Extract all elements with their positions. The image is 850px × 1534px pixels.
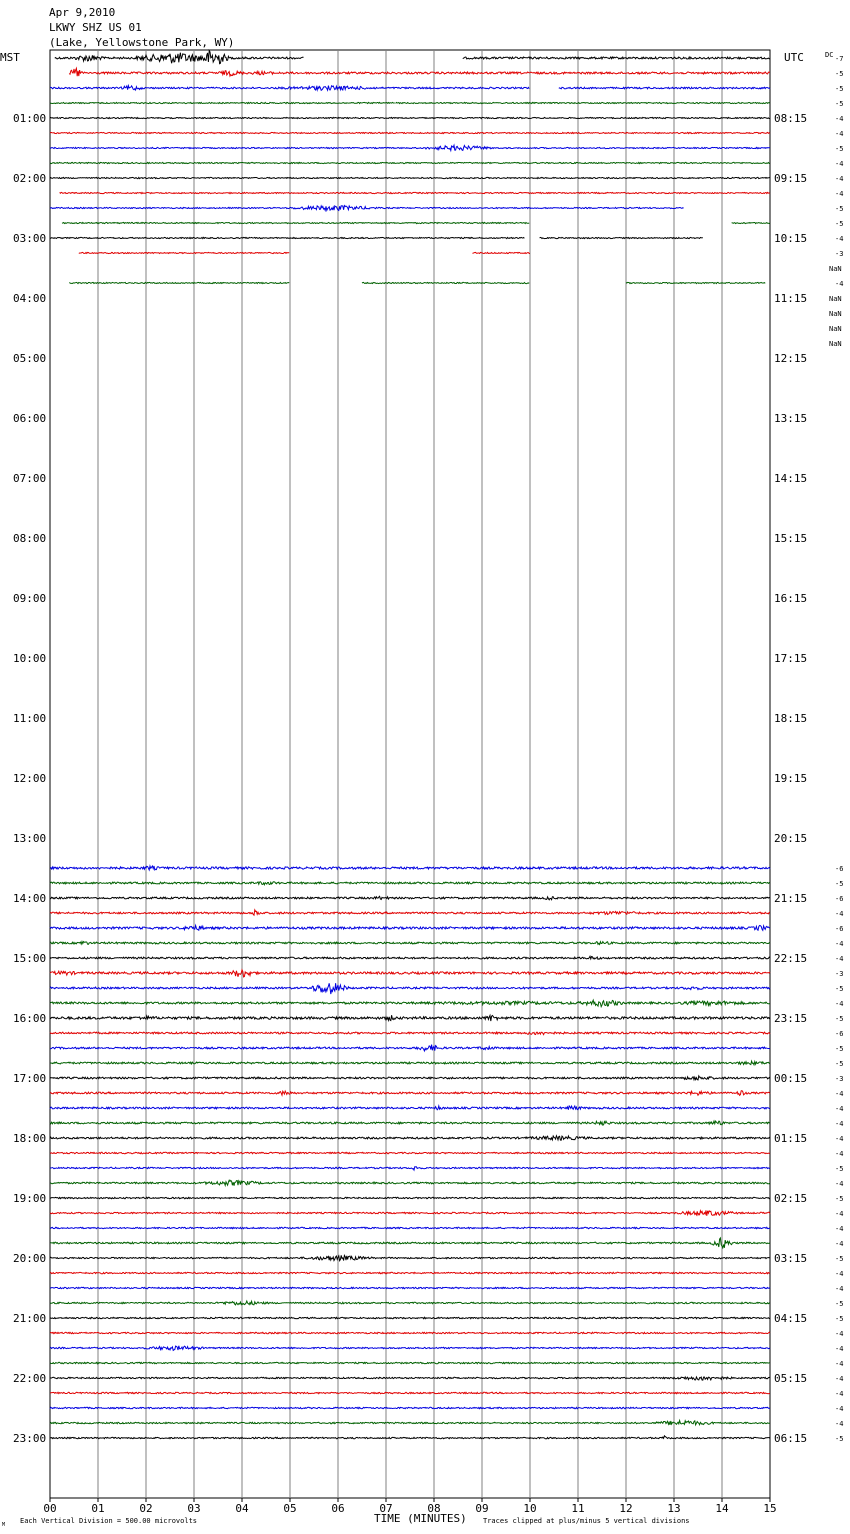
trace-row-68 [50, 1076, 770, 1080]
x-tick-label: 06 [331, 1502, 345, 1515]
x-tick-label: 13 [667, 1502, 681, 1515]
dc-offset-label: -6 [835, 865, 844, 873]
hour-label-mst: 05:00 [13, 352, 47, 365]
dc-offset-label: -6 [835, 895, 844, 903]
hour-label-mst: 12:00 [13, 772, 47, 785]
hour-label-utc: 05:15 [774, 1372, 808, 1385]
trace-row-4 [50, 117, 770, 118]
trace-row-75 [50, 1180, 770, 1186]
dc-offset-label: -6 [835, 1030, 844, 1038]
dc-offset-label: NaN [829, 310, 842, 318]
trace-row-83 [50, 1301, 770, 1305]
hour-label-utc: 19:15 [774, 772, 808, 785]
hour-labels-right [774, 112, 807, 1445]
trace-row-1 [69, 68, 770, 76]
hour-label-mst: 22:00 [13, 1372, 47, 1385]
trace-row-74 [50, 1167, 770, 1170]
dc-offset-label: NaN [829, 295, 842, 303]
dc-offset-label: -5 [835, 880, 844, 888]
footer-clip-note: Traces clipped at plus/minus 5 vertical divisions [483, 1517, 690, 1525]
trace-row-78 [50, 1227, 770, 1228]
x-tick-label: 15 [763, 1502, 777, 1515]
dc-offset-label: -4 [835, 1105, 844, 1113]
hour-label-mst: 13:00 [13, 832, 47, 845]
hour-label-mst: 16:00 [13, 1012, 47, 1025]
dc-offset-label: -5 [835, 1255, 844, 1263]
left-timezone-label: MST [0, 51, 20, 64]
x-tick-label: 05 [283, 1502, 297, 1515]
dc-offset-label: -4 [835, 1330, 844, 1338]
hour-label-mst: 18:00 [13, 1132, 47, 1145]
trace-row-64 [50, 1015, 770, 1021]
dc-offset-label: -4 [835, 940, 844, 948]
dc-offset-label: -4 [835, 955, 844, 963]
dc-offset-label: -6 [835, 925, 844, 933]
trace-row-86 [50, 1346, 770, 1351]
x-tick-label: 07 [379, 1502, 393, 1515]
hour-label-utc: 20:15 [774, 832, 808, 845]
hour-label-utc: 12:15 [774, 352, 808, 365]
trace-row-76 [50, 1197, 770, 1198]
hour-label-utc: 09:15 [774, 172, 808, 185]
trace-row-8 [50, 177, 770, 178]
trace-row-0 [463, 57, 770, 59]
x-tick-label: 04 [235, 1502, 249, 1515]
trace-row-2 [559, 87, 770, 89]
dc-offset-label: -4 [835, 1360, 844, 1368]
x-tick-label: 03 [187, 1502, 201, 1515]
dc-offset-label: NaN [829, 340, 842, 348]
hour-label-utc: 18:15 [774, 712, 808, 725]
dc-offset-label: -5 [835, 100, 844, 108]
dc-offset-label: -4 [835, 1090, 844, 1098]
hour-label-mst: 20:00 [13, 1252, 47, 1265]
trace-row-89 [50, 1392, 770, 1393]
dc-offset-label: -4 [835, 1270, 844, 1278]
dc-offset-label: -4 [835, 1240, 844, 1248]
footer-vertical-division: Each Vertical Division = 500.00 microvolts [20, 1517, 198, 1525]
trace-row-87 [50, 1362, 770, 1363]
dc-offset-label: -4 [835, 1000, 844, 1008]
dc-offset-label: -7 [835, 55, 844, 63]
hour-label-mst: 19:00 [13, 1192, 47, 1205]
dc-offset-label: -5 [835, 1165, 844, 1173]
trace-row-0 [55, 51, 304, 64]
hour-label-utc: 00:15 [774, 1072, 808, 1085]
x-tick-label: 10 [523, 1502, 537, 1515]
trace-row-13 [79, 252, 289, 253]
trace-row-63 [50, 1000, 770, 1007]
trace-row-71 [50, 1121, 770, 1125]
dc-offset-label: NaN [829, 325, 842, 333]
dc-offset-label: -4 [835, 1375, 844, 1383]
plot-frame [50, 50, 770, 1498]
trace-row-3 [396, 102, 770, 103]
dc-offset-label: -5 [835, 205, 844, 213]
dc-offset-label: -3 [835, 1075, 844, 1083]
hour-label-utc: 04:15 [774, 1312, 808, 1325]
trace-row-12 [50, 237, 524, 238]
seismic-traces [50, 51, 770, 1439]
dc-offset-label: -4 [835, 1135, 844, 1143]
dc-offset-label: -4 [835, 1180, 844, 1188]
hour-label-mst: 17:00 [13, 1072, 47, 1085]
trace-row-90 [50, 1407, 770, 1408]
trace-row-56 [50, 896, 770, 900]
trace-row-66 [50, 1045, 770, 1051]
dc-offset-label: -5 [835, 70, 844, 78]
dc-offset-label: -4 [835, 1225, 844, 1233]
trace-row-62 [50, 983, 770, 994]
trace-row-88 [50, 1377, 770, 1380]
dc-offset-label: -4 [835, 1420, 844, 1428]
hour-label-mst: 23:00 [13, 1432, 47, 1445]
dc-offset-label: -5 [835, 145, 844, 153]
header-station: LKWY SHZ US 01 [49, 21, 142, 34]
trace-row-13 [472, 252, 530, 253]
dc-offset-label: -5 [835, 1435, 844, 1443]
header-date: Apr 9,2010 [49, 6, 116, 19]
dc-offset-label: -5 [835, 220, 844, 228]
dc-offset-label: -3 [835, 250, 844, 258]
dc-offset-label: -4 [835, 115, 844, 123]
header [49, 6, 234, 49]
dc-offset-label: -4 [835, 1210, 844, 1218]
trace-row-65 [50, 1032, 770, 1035]
trace-row-91 [50, 1421, 770, 1425]
dc-offset-label: -5 [835, 1045, 844, 1053]
hour-label-utc: 01:15 [774, 1132, 808, 1145]
hour-labels-left [13, 112, 46, 1445]
minute-grid [98, 50, 722, 1498]
trace-row-61 [50, 970, 770, 977]
dc-offset-label: -4 [835, 280, 844, 288]
dc-offset-label: -4 [835, 1120, 844, 1128]
dc-offset-label: -4 [835, 130, 844, 138]
hour-label-utc: 08:15 [774, 112, 808, 125]
x-tick-label: 08 [427, 1502, 441, 1515]
trace-row-73 [50, 1152, 770, 1153]
hour-label-utc: 14:15 [774, 472, 808, 485]
trace-row-12 [540, 237, 703, 238]
x-tick-label: 11 [571, 1502, 585, 1515]
trace-row-72 [50, 1136, 770, 1141]
hour-label-mst: 14:00 [13, 892, 47, 905]
hour-label-mst: 11:00 [13, 712, 47, 725]
dc-offset-label: -5 [835, 985, 844, 993]
trace-row-7 [50, 162, 770, 163]
dc-offset-label: -5 [835, 1300, 844, 1308]
trace-row-15 [626, 282, 765, 283]
dc-offset-label: -3 [835, 970, 844, 978]
trace-row-69 [50, 1091, 770, 1096]
trace-row-15 [362, 282, 529, 283]
dc-offset-label: -4 [835, 160, 844, 168]
trace-row-67 [50, 1061, 770, 1065]
hour-label-utc: 02:15 [774, 1192, 808, 1205]
dc-offset-label: -4 [835, 190, 844, 198]
trace-row-58 [50, 926, 770, 931]
hour-label-utc: 13:15 [774, 412, 808, 425]
trace-row-10 [50, 206, 684, 211]
trace-row-15 [69, 282, 289, 283]
x-tick-label: 14 [715, 1502, 729, 1515]
hour-label-utc: 21:15 [774, 892, 808, 905]
hour-label-utc: 03:15 [774, 1252, 808, 1265]
hour-label-mst: 01:00 [13, 112, 47, 125]
x-tick-label: 02 [139, 1502, 153, 1515]
dc-offset-label: -4 [835, 1405, 844, 1413]
dc-offset-label: NaN [829, 265, 842, 273]
trace-row-59 [50, 942, 770, 945]
hour-label-mst: 06:00 [13, 412, 47, 425]
dc-offset-label: -4 [835, 1150, 844, 1158]
hour-label-mst: 08:00 [13, 532, 47, 545]
dc-offset-label: -4 [835, 910, 844, 918]
hour-label-utc: 17:15 [774, 652, 808, 665]
header-location: (Lake, Yellowstone Park, WY) [49, 36, 235, 49]
hour-label-utc: 15:15 [774, 532, 808, 545]
hour-label-mst: 15:00 [13, 952, 47, 965]
trace-row-6 [50, 145, 770, 150]
hour-label-utc: 06:15 [774, 1432, 808, 1445]
dc-offset-label: -5 [835, 1315, 844, 1323]
hour-label-mst: 10:00 [13, 652, 47, 665]
hour-label-mst: 21:00 [13, 1312, 47, 1325]
dc-offset-labels [829, 55, 843, 1443]
dc-offset-label: -4 [835, 1390, 844, 1398]
hour-label-utc: 16:15 [774, 592, 808, 605]
trace-row-79 [50, 1238, 770, 1248]
trace-row-84 [50, 1317, 770, 1318]
hour-label-utc: 22:15 [774, 952, 808, 965]
right-timezone-label: UTC [784, 51, 804, 64]
trace-row-5 [50, 132, 770, 133]
hour-label-mst: 03:00 [13, 232, 47, 245]
dc-offset-label: -4 [835, 175, 844, 183]
hour-label-utc: 23:15 [774, 1012, 808, 1025]
trace-row-85 [50, 1332, 770, 1333]
trace-row-9 [60, 192, 770, 193]
x-tick-label: 12 [619, 1502, 633, 1515]
trace-row-55 [50, 882, 770, 885]
trace-row-60 [50, 956, 770, 959]
x-axis-title: TIME (MINUTES) [374, 1512, 467, 1525]
hour-label-utc: 10:15 [774, 232, 808, 245]
footer-corner-mark: M [2, 1522, 6, 1528]
dc-offset-label: -5 [835, 1060, 844, 1068]
hour-label-mst: 02:00 [13, 172, 47, 185]
dc-offset-label: -5 [835, 85, 844, 93]
trace-row-77 [50, 1210, 770, 1215]
x-tick-label: 09 [475, 1502, 489, 1515]
x-tick-label: 00 [43, 1502, 57, 1515]
trace-row-82 [50, 1287, 770, 1288]
trace-row-3 [50, 102, 395, 103]
trace-row-11 [732, 223, 770, 224]
trace-row-70 [50, 1106, 770, 1110]
hour-label-mst: 09:00 [13, 592, 47, 605]
hour-label-mst: 07:00 [13, 472, 47, 485]
trace-row-57 [50, 910, 770, 915]
dc-header-label: DC [825, 51, 834, 59]
trace-row-92 [50, 1436, 770, 1439]
x-tick-label: 01 [91, 1502, 105, 1515]
hour-label-mst: 04:00 [13, 292, 47, 305]
trace-row-80 [50, 1255, 770, 1260]
dc-offset-label: -5 [835, 1015, 844, 1023]
dc-offset-label: -5 [835, 1195, 844, 1203]
hour-label-utc: 11:15 [774, 292, 808, 305]
dc-offset-label: -4 [835, 1285, 844, 1293]
trace-row-81 [50, 1272, 770, 1273]
dc-offset-label: -4 [835, 1345, 844, 1353]
trace-row-54 [50, 866, 770, 870]
dc-offset-label: -4 [835, 235, 844, 243]
trace-row-11 [62, 222, 529, 223]
